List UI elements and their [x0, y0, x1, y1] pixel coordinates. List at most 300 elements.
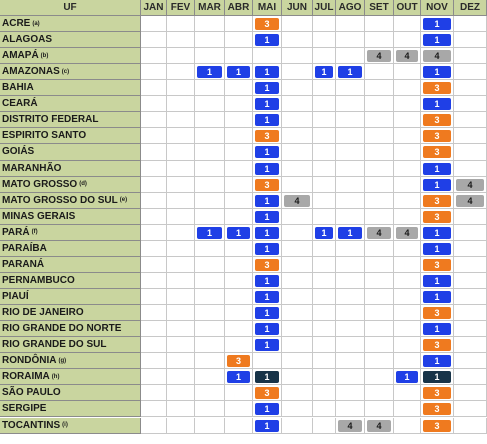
month-cell: [141, 225, 167, 241]
uf-name: ALAGOAS: [2, 34, 52, 46]
uf-label: [0, 337, 141, 353]
campaign-code-badge: 1: [255, 243, 279, 255]
campaign-code-badge: 1: [423, 227, 451, 239]
month-cell: [167, 321, 195, 337]
month-cell: [195, 241, 225, 257]
month-cell: [394, 353, 421, 369]
uf-name: ESPIRITO SANTO: [2, 130, 87, 142]
month-cell: [365, 353, 394, 369]
header-month-set: SET: [365, 0, 394, 16]
month-cell: [336, 161, 365, 177]
month-cell: [282, 209, 313, 225]
month-cell: [195, 369, 225, 385]
campaign-code-badge: 1: [315, 66, 333, 78]
month-cell: [454, 64, 487, 80]
campaign-code-badge: 1: [423, 179, 451, 191]
month-cell: [225, 112, 253, 128]
month-cell: [365, 80, 394, 96]
campaign-code-badge: 3: [423, 195, 451, 207]
month-cell: [141, 48, 167, 64]
uf-name: PARÁ: [2, 226, 30, 238]
month-cell: [225, 257, 253, 273]
month-cell: [394, 321, 421, 337]
uf-label: [0, 80, 141, 96]
campaign-code-badge: 1: [255, 195, 279, 207]
campaign-code-badge: 3: [255, 179, 279, 191]
month-cell: [225, 385, 253, 401]
campaign-code-badge: 3: [423, 387, 451, 399]
uf-name: RIO GRANDE DO NORTE: [2, 323, 122, 335]
campaign-code-badge: 3: [255, 18, 279, 30]
month-cell: [225, 193, 253, 209]
month-cell: [365, 32, 394, 48]
uf-name: MATO GROSSO DO SUL: [2, 194, 118, 206]
month-cell: [394, 161, 421, 177]
month-cell: [313, 289, 336, 305]
month-cell: [282, 225, 313, 241]
uf-note: (b): [40, 52, 49, 59]
month-cell: [282, 112, 313, 128]
campaign-code-badge: 3: [423, 211, 451, 223]
campaign-code-badge: 3: [423, 259, 451, 271]
uf-name: MATO GROSSO: [2, 178, 78, 190]
month-cell: [253, 353, 282, 369]
month-cell: [365, 385, 394, 401]
month-cell: [225, 80, 253, 96]
month-cell: [365, 209, 394, 225]
month-cell: [282, 353, 313, 369]
month-cell: [365, 241, 394, 257]
campaign-code-badge: 1: [255, 146, 279, 158]
uf-label: [0, 353, 141, 369]
header-month-mar: MAR: [195, 0, 225, 16]
month-cell: [195, 289, 225, 305]
uf-label: [0, 289, 141, 305]
month-cell: [282, 144, 313, 160]
month-cell: [454, 321, 487, 337]
campaign-code-badge: 4: [423, 50, 451, 62]
month-cell: [365, 193, 394, 209]
month-cell: [365, 128, 394, 144]
month-cell: [141, 80, 167, 96]
month-cell: [365, 177, 394, 193]
month-cell: [454, 257, 487, 273]
month-cell: [454, 48, 487, 64]
month-cell: [454, 80, 487, 96]
month-cell: [225, 32, 253, 48]
month-cell: [454, 369, 487, 385]
month-cell: [282, 273, 313, 289]
uf-note: (f): [31, 229, 38, 236]
campaign-code-badge: 1: [423, 323, 451, 335]
month-cell: [195, 337, 225, 353]
uf-label: [0, 209, 141, 225]
month-cell: [365, 161, 394, 177]
month-cell: [167, 80, 195, 96]
month-cell: [167, 369, 195, 385]
campaign-code-badge: 3: [423, 146, 451, 158]
month-cell: [167, 32, 195, 48]
month-cell: [141, 353, 167, 369]
month-cell: [365, 369, 394, 385]
month-cell: [141, 289, 167, 305]
month-cell: [454, 225, 487, 241]
month-cell: [195, 16, 225, 32]
month-cell: [141, 96, 167, 112]
campaign-code-badge: 4: [396, 50, 418, 62]
month-cell: [454, 32, 487, 48]
month-cell: [225, 209, 253, 225]
uf-name: ACRE: [2, 18, 31, 30]
uf-name: RORAIMA: [2, 371, 50, 383]
campaign-code-badge: 3: [423, 420, 451, 432]
month-cell: [195, 273, 225, 289]
month-cell: [394, 193, 421, 209]
month-cell: [454, 337, 487, 353]
month-cell: [394, 401, 421, 417]
campaign-code-badge: 1: [255, 339, 279, 351]
month-cell: [141, 401, 167, 417]
month-cell: [365, 401, 394, 417]
uf-name: PARANÁ: [2, 258, 45, 270]
campaign-code-badge: 1: [255, 420, 279, 432]
month-cell: [336, 273, 365, 289]
month-cell: [313, 16, 336, 32]
month-cell: [313, 353, 336, 369]
uf-label: [0, 257, 141, 273]
month-cell: [225, 337, 253, 353]
month-cell: [167, 401, 195, 417]
month-cell: [336, 112, 365, 128]
month-cell: [282, 64, 313, 80]
uf-label: [0, 305, 141, 321]
campaign-code-badge: 4: [367, 227, 391, 239]
month-cell: [167, 289, 195, 305]
month-cell: [336, 32, 365, 48]
month-cell: [365, 257, 394, 273]
month-cell: [225, 321, 253, 337]
month-cell: [336, 353, 365, 369]
uf-name: PIAUÍ: [2, 291, 29, 303]
month-cell: [313, 48, 336, 64]
month-cell: [336, 305, 365, 321]
campaign-code-badge: 1: [338, 227, 362, 239]
campaign-code-badge: 1: [227, 66, 250, 78]
month-cell: [454, 273, 487, 289]
campaign-code-badge: 1: [255, 323, 279, 335]
month-cell: [282, 337, 313, 353]
month-cell: [195, 161, 225, 177]
month-cell: [195, 177, 225, 193]
campaign-code-badge: 1: [197, 227, 222, 239]
month-cell: [282, 177, 313, 193]
uf-note: (i): [62, 422, 68, 429]
month-cell: [195, 305, 225, 321]
month-cell: [225, 96, 253, 112]
month-cell: [141, 337, 167, 353]
month-cell: [195, 128, 225, 144]
month-cell: [336, 48, 365, 64]
month-cell: [336, 337, 365, 353]
month-cell: [167, 64, 195, 80]
uf-label: [0, 32, 141, 48]
month-cell: [167, 353, 195, 369]
month-cell: [394, 241, 421, 257]
campaign-code-badge: 1: [396, 371, 418, 383]
month-cell: [313, 385, 336, 401]
campaign-code-badge: 3: [423, 307, 451, 319]
month-cell: [336, 96, 365, 112]
month-cell: [313, 401, 336, 417]
month-cell: [394, 385, 421, 401]
month-cell: [365, 16, 394, 32]
month-cell: [225, 128, 253, 144]
month-cell: [167, 225, 195, 241]
month-cell: [282, 32, 313, 48]
month-cell: [225, 289, 253, 305]
header-month-abr: ABR: [225, 0, 253, 16]
uf-name: BAHIA: [2, 82, 34, 94]
month-cell: [336, 193, 365, 209]
uf-name: TOCANTINS: [2, 419, 61, 431]
month-cell: [454, 161, 487, 177]
month-cell: [225, 16, 253, 32]
campaign-code-badge: 4: [456, 195, 484, 207]
month-cell: [282, 257, 313, 273]
month-cell: [141, 257, 167, 273]
header-month-jul: JUL: [313, 0, 336, 16]
month-cell: [394, 418, 421, 434]
month-cell: [195, 48, 225, 64]
campaign-code-badge: 1: [255, 114, 279, 126]
month-cell: [253, 48, 282, 64]
month-cell: [454, 241, 487, 257]
month-cell: [225, 48, 253, 64]
month-cell: [195, 96, 225, 112]
campaign-code-badge: 1: [255, 163, 279, 175]
campaign-code-badge: 1: [423, 275, 451, 287]
month-cell: [394, 209, 421, 225]
month-cell: [454, 128, 487, 144]
uf-name: DISTRITO FEDERAL: [2, 114, 99, 126]
campaign-code-badge: 1: [423, 371, 451, 383]
month-cell: [282, 385, 313, 401]
month-cell: [313, 128, 336, 144]
month-cell: [195, 32, 225, 48]
month-cell: [313, 369, 336, 385]
campaign-code-badge: 1: [423, 18, 451, 30]
month-cell: [313, 193, 336, 209]
uf-label: [0, 144, 141, 160]
header-month-nov: NOV: [421, 0, 454, 16]
uf-label: [0, 64, 141, 80]
month-cell: [225, 144, 253, 160]
campaign-code-badge: 1: [227, 371, 250, 383]
month-cell: [454, 16, 487, 32]
month-cell: [141, 209, 167, 225]
uf-label: [0, 401, 141, 417]
month-cell: [141, 305, 167, 321]
month-cell: [336, 209, 365, 225]
month-cell: [141, 321, 167, 337]
month-cell: [141, 193, 167, 209]
uf-note: (g): [58, 357, 67, 364]
month-cell: [167, 144, 195, 160]
month-cell: [282, 241, 313, 257]
uf-label: [0, 96, 141, 112]
uf-label: [0, 418, 141, 434]
uf-label: [0, 273, 141, 289]
month-cell: [225, 177, 253, 193]
uf-label: [0, 128, 141, 144]
month-cell: [454, 401, 487, 417]
month-cell: [167, 48, 195, 64]
header-month-fev: FEV: [167, 0, 195, 16]
campaign-code-badge: 1: [255, 211, 279, 223]
month-cell: [282, 16, 313, 32]
campaign-code-badge: 4: [284, 195, 310, 207]
uf-note: (c): [61, 68, 70, 75]
uf-label: [0, 16, 141, 32]
uf-note: (d): [79, 181, 87, 188]
campaign-code-badge: 3: [423, 114, 451, 126]
month-cell: [336, 128, 365, 144]
month-cell: [141, 369, 167, 385]
month-cell: [313, 80, 336, 96]
month-cell: [141, 32, 167, 48]
campaign-code-badge: 4: [367, 50, 391, 62]
campaign-code-badge: 4: [338, 420, 362, 432]
month-cell: [195, 193, 225, 209]
month-cell: [225, 305, 253, 321]
month-cell: [282, 48, 313, 64]
month-cell: [141, 418, 167, 434]
month-cell: [282, 96, 313, 112]
month-cell: [454, 209, 487, 225]
month-cell: [365, 64, 394, 80]
month-cell: [195, 418, 225, 434]
month-cell: [313, 144, 336, 160]
month-cell: [336, 257, 365, 273]
month-cell: [195, 321, 225, 337]
month-cell: [394, 289, 421, 305]
month-cell: [141, 144, 167, 160]
campaign-code-badge: 1: [255, 403, 279, 415]
month-cell: [282, 289, 313, 305]
uf-label: [0, 48, 141, 64]
uf-name: RIO GRANDE DO SUL: [2, 339, 107, 351]
campaign-code-badge: 1: [255, 291, 279, 303]
month-cell: [167, 96, 195, 112]
uf-label: [0, 193, 141, 209]
month-cell: [195, 257, 225, 273]
campaign-code-badge: 1: [338, 66, 362, 78]
month-cell: [454, 385, 487, 401]
month-cell: [167, 257, 195, 273]
month-cell: [167, 418, 195, 434]
month-cell: [225, 418, 253, 434]
month-cell: [141, 64, 167, 80]
campaign-code-badge: 3: [423, 130, 451, 142]
month-cell: [336, 177, 365, 193]
campaign-code-badge: 1: [255, 34, 279, 46]
month-cell: [195, 401, 225, 417]
month-cell: [141, 112, 167, 128]
month-cell: [167, 193, 195, 209]
campaign-code-badge: 1: [423, 98, 451, 110]
uf-note: (a): [32, 20, 40, 27]
month-cell: [195, 144, 225, 160]
month-cell: [336, 369, 365, 385]
month-cell: [282, 305, 313, 321]
month-cell: [313, 305, 336, 321]
uf-label: [0, 385, 141, 401]
header-month-dez: DEZ: [454, 0, 487, 16]
month-cell: [167, 385, 195, 401]
uf-note: (h): [51, 373, 60, 380]
month-cell: [141, 273, 167, 289]
campaign-code-badge: 1: [423, 291, 451, 303]
month-cell: [336, 321, 365, 337]
header-uf: UF: [0, 0, 141, 16]
month-cell: [394, 32, 421, 48]
campaign-code-badge: 1: [197, 66, 222, 78]
month-cell: [141, 241, 167, 257]
campaign-code-badge: 1: [255, 227, 279, 239]
month-cell: [167, 161, 195, 177]
uf-name: RIO DE JANEIRO: [2, 307, 84, 319]
month-cell: [167, 241, 195, 257]
month-cell: [394, 257, 421, 273]
month-cell: [365, 96, 394, 112]
header-month-ago: AGO: [336, 0, 365, 16]
uf-note: (e): [119, 197, 128, 204]
month-cell: [454, 96, 487, 112]
month-cell: [313, 161, 336, 177]
month-cell: [167, 128, 195, 144]
month-cell: [394, 64, 421, 80]
campaign-code-badge: 4: [456, 179, 484, 191]
month-cell: [282, 418, 313, 434]
month-cell: [313, 32, 336, 48]
campaign-code-badge: 3: [423, 403, 451, 415]
month-cell: [454, 289, 487, 305]
campaign-code-badge: 1: [423, 34, 451, 46]
month-cell: [394, 80, 421, 96]
header-month-mai: MAI: [253, 0, 282, 16]
uf-label: [0, 369, 141, 385]
uf-name: GOIÁS: [2, 146, 35, 158]
uf-name: CEARÁ: [2, 98, 38, 110]
month-cell: [454, 144, 487, 160]
campaign-code-badge: 4: [367, 420, 391, 432]
month-cell: [336, 16, 365, 32]
month-cell: [141, 177, 167, 193]
month-cell: [336, 385, 365, 401]
uf-name: AMAZONAS: [2, 66, 60, 78]
month-cell: [365, 305, 394, 321]
uf-name: AMAPÁ: [2, 50, 39, 62]
month-cell: [365, 144, 394, 160]
campaign-code-badge: 1: [255, 98, 279, 110]
month-cell: [336, 144, 365, 160]
month-cell: [225, 161, 253, 177]
campaign-code-badge: 1: [255, 371, 279, 383]
uf-label: [0, 112, 141, 128]
month-cell: [336, 241, 365, 257]
month-cell: [454, 418, 487, 434]
month-cell: [167, 112, 195, 128]
